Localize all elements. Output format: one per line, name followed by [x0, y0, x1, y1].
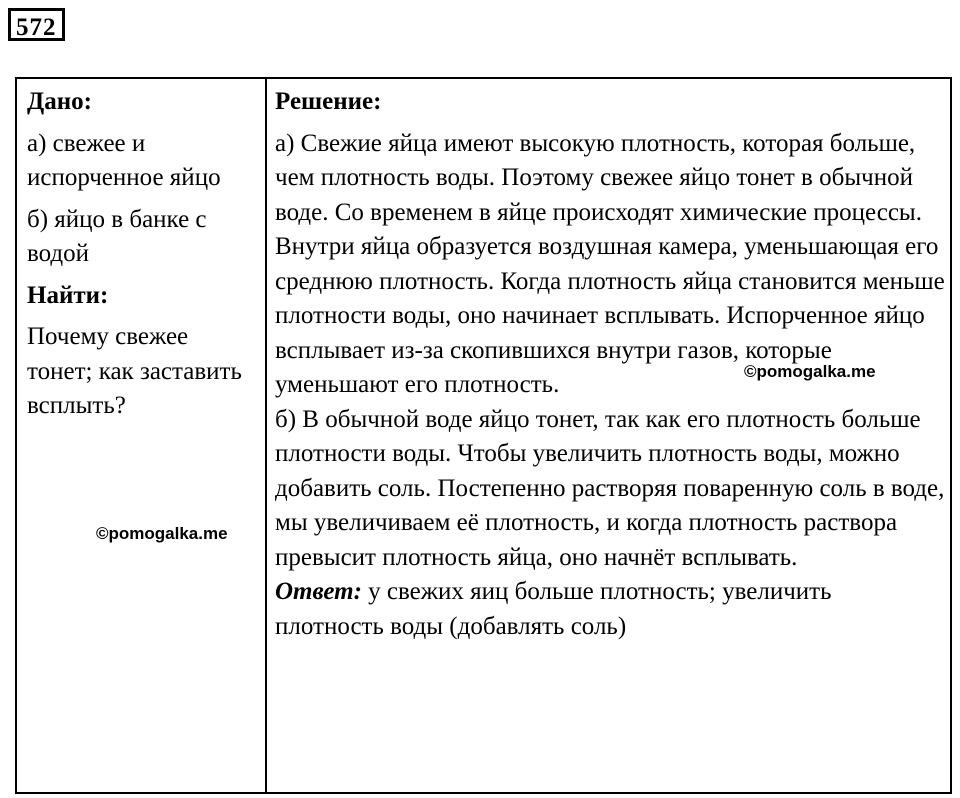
watermark-right: ©pomogalka.me: [744, 362, 876, 381]
watermark-left: ©pomogalka.me: [96, 524, 228, 543]
given-item-a: а) свежее и испорченное яйцо: [27, 129, 221, 191]
answer-text: у свежих яиц больше плотность; увеличить плотность воды (добавлять соль): [275, 578, 832, 640]
answer: [275, 575, 945, 644]
task-number: 572: [8, 8, 65, 41]
solution-heading: Решение:: [275, 88, 382, 115]
given-item-b: б) яйцо в банке с водой: [27, 205, 207, 267]
answer-label: Ответ:: [275, 578, 362, 605]
find-text: Почему свежее тонет; как заставить всплыть?: [27, 323, 242, 419]
solution-table: [15, 77, 952, 794]
given-column: [27, 85, 259, 431]
given-heading: Дано:: [27, 88, 92, 115]
solution-part-a: а) Свежие яйца имеют высокую плотность, которая больше, чем плотность воды. Поэтому свежее яйцо тонет в обычной воде. Со временем в яйце происходят химические процессы. Внутри яйца образуется воздушная камера, уменьшающая его среднюю плотность. Когда плотность яйца становится меньше плотности воды, оно начинает всплывать. Испорченное яйцо всплывает из-за скопившихся внутри газов, которые уменьшают его плотность.: [275, 129, 945, 398]
solution-part-b: б) В обычной воде яйцо тонет, так как его плотность больше плотности воды. Чтобы увеличить плотность воды, можно добавить соль. Постепенно растворяя поваренную соль в воде, мы увеличиваем её плотность, и когда плотность раствора превысит плотность яйца, оно начнёт всплывать.: [275, 405, 945, 571]
find-heading: Найти:: [27, 281, 109, 309]
column-divider: [265, 79, 267, 792]
